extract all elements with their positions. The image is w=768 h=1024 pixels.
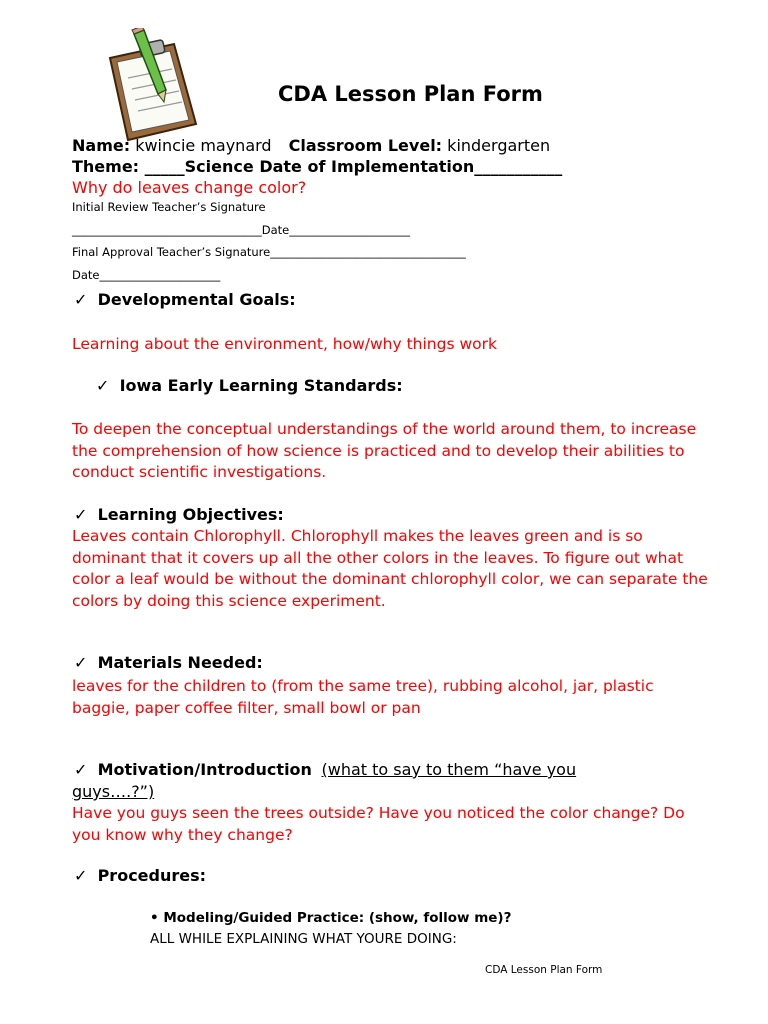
modeling-text: ALL WHILE EXPLAINING WHAT YOURE DOING: (150, 931, 457, 947)
learning-objectives-label: Learning Objectives: (97, 505, 284, 524)
learning-objectives-heading (74, 505, 284, 524)
initial-review-date-line: _________________________________Date_____________________ (72, 223, 410, 237)
theme-row (72, 157, 562, 176)
motivation-hint-continued: guys….?”) (72, 782, 155, 801)
developmental-goals-text: Learning about the environment, how/why things work (72, 335, 497, 353)
motivation-label: Motivation/Introduction (97, 760, 312, 779)
materials-label: Materials Needed: (97, 653, 263, 672)
check-icon: ✓ (96, 376, 110, 395)
procedures-heading (74, 866, 206, 885)
check-icon: ✓ (74, 653, 88, 672)
classroom-value: kindergarten (447, 136, 551, 155)
motivation-text: Have you guys seen the trees outside? Have you noticed the color change? Do you know why they change? (72, 804, 685, 844)
lesson-question: Why do leaves change color? (72, 178, 307, 197)
iowa-standards-label: Iowa Early Learning Standards: (119, 376, 403, 395)
page-title: CDA Lesson Plan Form (278, 82, 543, 106)
check-icon: ✓ (74, 290, 88, 309)
name-value: kwincie maynard (135, 136, 272, 155)
iowa-standards-text: To deepen the conceptual understandings of the world around them, to increase the comprehension of how science is practiced and to develop their abilities to conduct scientific investigations. (72, 420, 697, 481)
check-icon: ✓ (74, 505, 88, 524)
theme-label: Theme: (72, 157, 140, 176)
initial-review-signature: Initial Review Teacher’s Signature (72, 200, 266, 214)
final-approval-signature: Final Approval Teacher’s Signature__________________________________ (72, 245, 466, 259)
motivation-hint: (what to say to them “have you (321, 760, 577, 779)
materials-heading (74, 653, 263, 672)
procedures-label: Procedures: (97, 866, 207, 885)
modeling-guided-practice (150, 910, 511, 926)
check-icon: ✓ (74, 866, 88, 885)
clipboard-icon (92, 28, 202, 148)
final-approval-date-line: Date_____________________ (72, 268, 221, 282)
name-label: Name: (72, 136, 131, 155)
materials-text: leaves for the children to (from the same tree), rubbing alcohol, jar, plastic baggie, paper coffee filter, small bowl or pan (72, 677, 654, 717)
theme-value: _____Science (144, 157, 254, 176)
modeling-label: Modeling/Guided Practice: (show, follow me)? (163, 910, 512, 926)
motivation-heading (74, 760, 576, 779)
bullet-icon: • (150, 910, 159, 926)
developmental-goals-label: Developmental Goals: (97, 290, 296, 309)
name-row (72, 136, 550, 155)
page-footer: CDA Lesson Plan Form (485, 964, 603, 976)
classroom-label: Classroom Level: (288, 136, 443, 155)
developmental-goals-heading (74, 290, 296, 309)
iowa-standards-heading (96, 376, 403, 395)
date-of-implementation: Date of Implementation___________ (259, 157, 563, 176)
check-icon: ✓ (74, 760, 88, 779)
learning-objectives-text: Leaves contain Chlorophyll. Chlorophyll makes the leaves green and is so dominant that it covers up all the other colors in the leaves. To figure out what color a leaf would be without the dominant chlorophyll color, we can separate the colors by doing this science experiment. (72, 527, 708, 610)
